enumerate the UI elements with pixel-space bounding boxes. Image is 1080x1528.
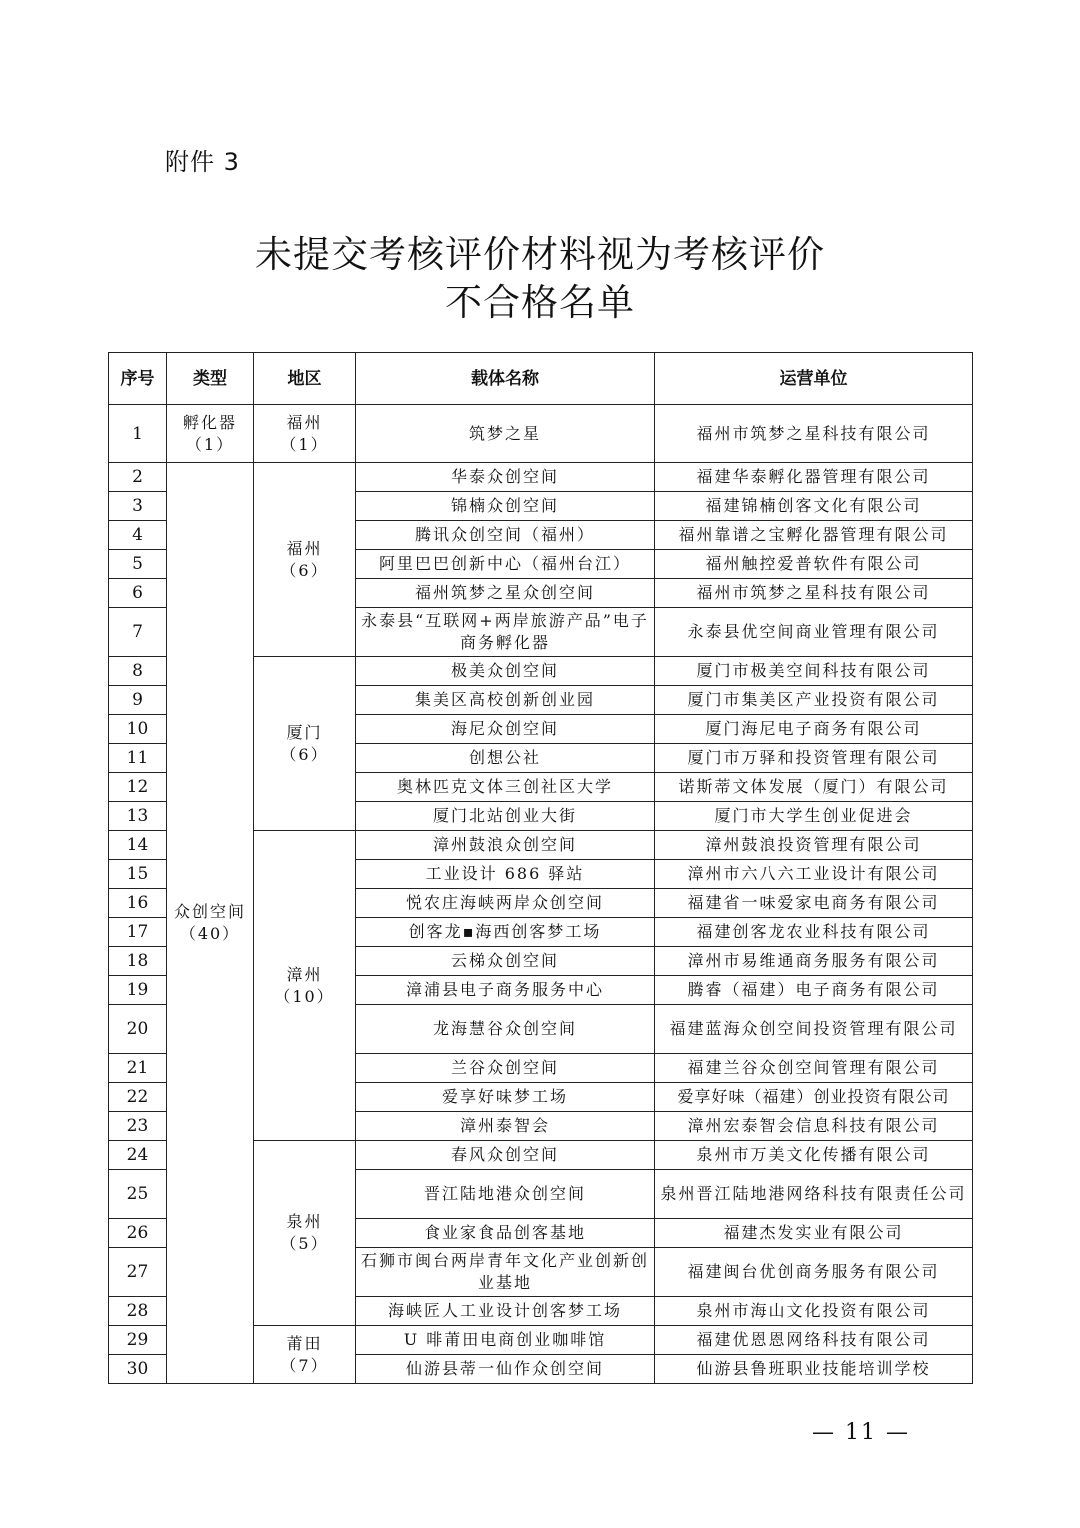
operator-name: 漳州鼓浪投资管理有限公司 [655, 831, 973, 860]
operator-name: 厦门市集美区产业投资有限公司 [655, 686, 973, 715]
operator-name: 厦门海尼电子商务有限公司 [655, 715, 973, 744]
operator-name: 福建创客龙农业科技有限公司 [655, 918, 973, 947]
operator-name: 漳州市易维通商务服务有限公司 [655, 947, 973, 976]
row-no: 7 [109, 608, 167, 657]
region-count: （7） [280, 1355, 329, 1375]
table-row [109, 405, 973, 463]
row-no: 15 [109, 860, 167, 889]
carrier-name: 创客龙▪海西创客梦工场 [356, 918, 655, 947]
carrier-name: 漳浦县电子商务服务中心 [356, 976, 655, 1005]
row-no: 12 [109, 773, 167, 802]
table-row [109, 463, 973, 492]
region-cell-zhangzhou [254, 831, 356, 1141]
type-cell-space [167, 463, 254, 1384]
operator-name: 泉州晋江陆地港网络科技有限责任公司 [655, 1170, 973, 1219]
row-no: 6 [109, 579, 167, 608]
row-no: 8 [109, 657, 167, 686]
row-no: 28 [109, 1297, 167, 1326]
row-no: 17 [109, 918, 167, 947]
carrier-name: 锦楠众创空间 [356, 492, 655, 521]
carrier-name: 龙海慧谷众创空间 [356, 1005, 655, 1054]
operator-name: 漳州宏泰智会信息科技有限公司 [655, 1112, 973, 1141]
carrier-name: 晋江陆地港众创空间 [356, 1170, 655, 1219]
row-no: 23 [109, 1112, 167, 1141]
row-no: 21 [109, 1054, 167, 1083]
row-no: 19 [109, 976, 167, 1005]
operator-name: 福建优恩恩网络科技有限公司 [655, 1326, 973, 1355]
operator-name: 泉州市万美文化传播有限公司 [655, 1141, 973, 1170]
carrier-name: 漳州泰智会 [356, 1112, 655, 1141]
operator-name: 福州触控爱普软件有限公司 [655, 550, 973, 579]
row-no: 27 [109, 1248, 167, 1297]
region-cell-fuzhou-6 [254, 463, 356, 657]
region-label: 福州 [286, 412, 323, 432]
document-title-line1: 未提交考核评价材料视为考核评价 [255, 233, 825, 276]
carrier-name: 海峡匠人工业设计创客梦工场 [356, 1297, 655, 1326]
operator-name: 福建兰谷众创空间管理有限公司 [655, 1054, 973, 1083]
row-no: 10 [109, 715, 167, 744]
region-count: （5） [280, 1234, 329, 1253]
row-no: 20 [109, 1005, 167, 1054]
carrier-name: 筑梦之星 [356, 405, 655, 463]
annex-label: 附件 3 [165, 148, 240, 176]
row-no: 24 [109, 1141, 167, 1170]
region-count: （10） [274, 986, 335, 1006]
operator-name: 福建杰发实业有限公司 [655, 1219, 973, 1248]
carrier-name: 爱享好味梦工场 [356, 1083, 655, 1112]
header-name: 载体名称 [356, 353, 655, 405]
row-no: 26 [109, 1219, 167, 1248]
carrier-name: 集美区高校创新创业园 [356, 686, 655, 715]
operator-name: 福州市筑梦之星科技有限公司 [655, 405, 973, 463]
region-cell-fuzhou-1 [254, 405, 356, 463]
operator-name: 厦门市大学生创业促进会 [655, 802, 973, 831]
row-no: 4 [109, 521, 167, 550]
operator-name: 福州靠谱之宝孵化器管理有限公司 [655, 521, 973, 550]
carrier-name: 海尼众创空间 [356, 715, 655, 744]
unqualified-list-table [108, 352, 973, 1384]
row-no: 25 [109, 1170, 167, 1219]
region-label: 漳州 [286, 964, 323, 984]
header-region: 地区 [254, 353, 356, 405]
carrier-name: 腾讯众创空间（福州） [356, 521, 655, 550]
row-no: 13 [109, 802, 167, 831]
carrier-name: 石狮市闽台两岸青年文化产业创新创业基地 [356, 1248, 655, 1297]
region-count: （1） [280, 434, 329, 454]
operator-name: 腾睿（福建）电子商务有限公司 [655, 976, 973, 1005]
carrier-name: 阿里巴巴创新中心（福州台江） [356, 550, 655, 579]
carrier-name: 悦农庄海峡两岸众创空间 [356, 889, 655, 918]
operator-name: 泉州市海山文化投资有限公司 [655, 1297, 973, 1326]
region-label: 厦门 [286, 722, 323, 742]
operator-name: 永泰县优空间商业管理有限公司 [655, 608, 973, 657]
document-title-line2: 不合格名单 [445, 281, 635, 324]
carrier-name: 漳州鼓浪众创空间 [356, 831, 655, 860]
region-count: （6） [280, 560, 329, 580]
row-no: 1 [109, 405, 167, 463]
operator-name: 福建闽台优创商务服务有限公司 [655, 1248, 973, 1297]
carrier-name: 春风众创空间 [356, 1141, 655, 1170]
row-no: 18 [109, 947, 167, 976]
operator-name: 仙游县鲁班职业技能培训学校 [655, 1355, 973, 1384]
carrier-name: 仙游县蒂一仙作众创空间 [356, 1355, 655, 1384]
row-no: 16 [109, 889, 167, 918]
header-type: 类型 [167, 353, 254, 405]
row-no: 14 [109, 831, 167, 860]
type-cell-incubator [167, 405, 254, 463]
operator-name: 福建省一味爱家电商务有限公司 [655, 889, 973, 918]
region-label: 莆田 [286, 1333, 323, 1353]
type-label: 孵化器 [182, 412, 237, 432]
type-label: 众创空间 [173, 902, 246, 921]
operator-name: 爱享好味（福建）创业投资有限公司 [655, 1083, 973, 1112]
row-no: 29 [109, 1326, 167, 1355]
header-operator: 运营单位 [655, 353, 973, 405]
region-label: 泉州 [286, 1212, 323, 1231]
carrier-name: 永泰县“互联网+两岸旅游产品”电子商务孵化器 [356, 608, 655, 657]
carrier-name: 极美众创空间 [356, 657, 655, 686]
carrier-name: 工业设计 686 驿站 [356, 860, 655, 889]
carrier-name: 奥林匹克文体三创社区大学 [356, 773, 655, 802]
carrier-name: 福州筑梦之星众创空间 [356, 579, 655, 608]
carrier-name: 食业家食品创客基地 [356, 1219, 655, 1248]
table-header-row [109, 353, 973, 405]
type-count: （1） [185, 434, 235, 454]
carrier-name: U 啡莆田电商创业咖啡馆 [356, 1326, 655, 1355]
row-no: 2 [109, 463, 167, 492]
type-count: （40） [179, 924, 241, 943]
carrier-name: 云梯众创空间 [356, 947, 655, 976]
operator-name: 福建蓝海众创空间投资管理有限公司 [655, 1005, 973, 1054]
region-cell-quanzhou [254, 1141, 356, 1326]
carrier-name: 华泰众创空间 [356, 463, 655, 492]
row-no: 5 [109, 550, 167, 579]
region-count: （6） [280, 744, 329, 764]
operator-name: 厦门市极美空间科技有限公司 [655, 657, 973, 686]
operator-name: 诺斯蒂文体发展（厦门）有限公司 [655, 773, 973, 802]
operator-name: 厦门市万驿和投资管理有限公司 [655, 744, 973, 773]
row-no: 11 [109, 744, 167, 773]
region-cell-putian [254, 1326, 356, 1384]
header-no: 序号 [109, 353, 167, 405]
row-no: 30 [109, 1355, 167, 1384]
carrier-name: 兰谷众创空间 [356, 1054, 655, 1083]
region-cell-xiamen [254, 657, 356, 831]
row-no: 3 [109, 492, 167, 521]
row-no: 22 [109, 1083, 167, 1112]
region-label: 福州 [286, 538, 323, 558]
operator-name: 福州市筑梦之星科技有限公司 [655, 579, 973, 608]
page-number: — 11 — [812, 1420, 910, 1445]
operator-name: 福建华泰孵化器管理有限公司 [655, 463, 973, 492]
carrier-name: 厦门北站创业大街 [356, 802, 655, 831]
carrier-name: 创想公社 [356, 744, 655, 773]
row-no: 9 [109, 686, 167, 715]
operator-name: 漳州市六八六工业设计有限公司 [655, 860, 973, 889]
operator-name: 福建锦楠创客文化有限公司 [655, 492, 973, 521]
